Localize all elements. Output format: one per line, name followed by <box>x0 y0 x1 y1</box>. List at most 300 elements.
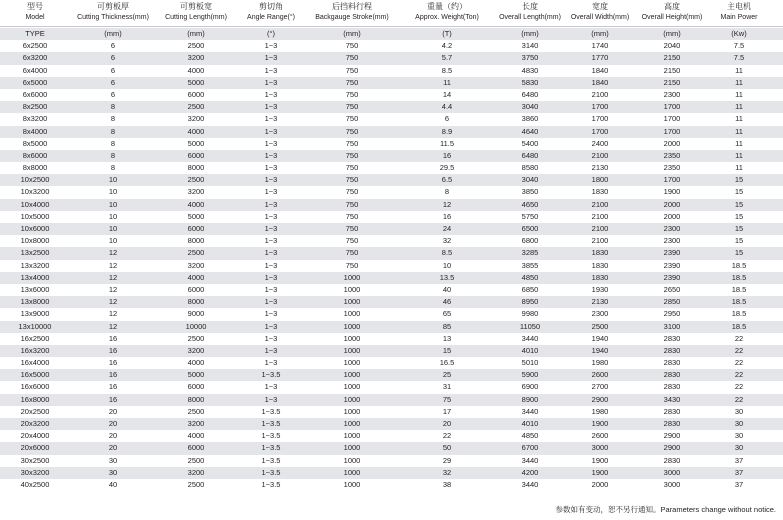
cell-approx-weight: 17 <box>442 406 452 416</box>
column-header-approx-weight <box>398 0 496 26</box>
cell-cutting-length: (mm) <box>187 29 205 38</box>
cell-backgauge-stroke: 750 <box>345 260 359 270</box>
cell-model: 13x10000 <box>18 321 52 331</box>
cell-cutting-thickness: 6 <box>110 77 116 87</box>
cell-cutting-thickness: 12 <box>108 248 118 258</box>
cell-overall-height: 2350 <box>663 163 681 173</box>
cell-main-power: 30 <box>734 431 744 441</box>
cell-angle-range: 1~3 <box>264 272 278 282</box>
cell-angle-range: 1~3 <box>264 284 278 294</box>
cell-backgauge-stroke: 750 <box>345 89 359 99</box>
cell-approx-weight: 32 <box>442 467 452 477</box>
cell-cutting-length: 4000 <box>187 199 205 209</box>
cell-cutting-thickness: 16 <box>108 358 118 368</box>
column-header-zh: 型号 <box>27 2 43 11</box>
cell-overall-width: 1980 <box>591 406 609 416</box>
cell-cutting-length: 2500 <box>187 248 205 258</box>
cell-overall-length: 3860 <box>521 114 539 124</box>
cell-overall-width: 2100 <box>591 199 609 209</box>
cell-overall-width: 1840 <box>591 77 609 87</box>
cell-overall-width: (mm) <box>591 29 609 38</box>
cell-overall-width: 1900 <box>591 419 609 428</box>
cell-overall-length: 9980 <box>521 309 539 319</box>
cell-cutting-length: 6000 <box>187 443 205 453</box>
cell-main-power: 37 <box>734 455 744 465</box>
cell-backgauge-stroke: 750 <box>345 126 359 136</box>
table-row <box>0 442 783 454</box>
cell-cutting-thickness: 6 <box>110 89 116 99</box>
cell-angle-range: 1~3 <box>264 260 278 270</box>
cell-overall-width: 1900 <box>591 467 609 477</box>
cell-overall-width: 2130 <box>591 163 609 173</box>
cell-overall-length: 6850 <box>521 284 539 294</box>
cell-backgauge-stroke: 750 <box>345 138 359 148</box>
cell-model: 10x6000 <box>20 224 50 233</box>
cell-cutting-length: 5000 <box>187 370 205 380</box>
cell-model: 8x5000 <box>22 138 48 148</box>
cell-cutting-length: 4000 <box>187 358 205 368</box>
cell-model: 16x8000 <box>20 394 50 404</box>
table-row <box>0 126 783 138</box>
cell-main-power: 15 <box>734 236 744 246</box>
column-header-main-power <box>708 0 770 26</box>
cell-main-power: 7.5 <box>733 53 745 63</box>
cell-overall-height: 2830 <box>663 406 681 416</box>
cell-overall-length: 8950 <box>521 297 539 307</box>
cell-backgauge-stroke: 1000 <box>343 358 361 368</box>
cell-angle-range: 1~3 <box>264 175 278 185</box>
cell-overall-width: 1800 <box>591 175 609 185</box>
cell-overall-length: 4850 <box>521 272 539 282</box>
cell-overall-width: 2000 <box>591 479 609 489</box>
cell-overall-height: 2900 <box>663 443 681 453</box>
cell-overall-length: 3040 <box>521 102 539 112</box>
cell-overall-length: 5010 <box>521 358 539 368</box>
cell-approx-weight: 8.5 <box>441 65 453 75</box>
cell-overall-height: 2390 <box>663 272 681 282</box>
cell-overall-length: 3855 <box>521 260 539 270</box>
cell-cutting-length: 5000 <box>187 211 205 221</box>
table-header <box>0 0 783 26</box>
column-header-zh: 后挡料行程 <box>332 2 372 11</box>
cell-cutting-thickness: 10 <box>108 199 118 209</box>
cell-overall-width: 1830 <box>591 260 609 270</box>
cell-backgauge-stroke: 1000 <box>343 272 361 282</box>
cell-overall-length: 11050 <box>519 321 541 331</box>
cell-cutting-length: 4000 <box>187 126 205 136</box>
column-header-zh: 长度 <box>522 2 538 11</box>
cell-cutting-thickness: 8 <box>110 126 116 136</box>
cell-model: 13x9000 <box>20 309 50 319</box>
cell-main-power: 22 <box>734 345 744 355</box>
cell-cutting-thickness: 40 <box>108 479 118 489</box>
cell-backgauge-stroke: 1000 <box>343 297 361 307</box>
cell-approx-weight: 85 <box>442 321 452 331</box>
cell-main-power: 18.5 <box>731 297 747 307</box>
cell-model: 20x6000 <box>20 443 50 453</box>
cell-overall-height: 3430 <box>663 394 681 404</box>
table-row <box>0 381 783 393</box>
cell-cutting-thickness: 30 <box>108 467 118 477</box>
cell-model: 13x6000 <box>20 284 50 294</box>
cell-main-power: 18.5 <box>731 321 747 331</box>
cell-cutting-thickness: 8 <box>110 150 116 160</box>
cell-cutting-length: 3200 <box>187 114 205 124</box>
cell-main-power: 15 <box>734 199 744 209</box>
cell-approx-weight: 12 <box>442 199 452 209</box>
table-row <box>0 418 783 430</box>
cell-overall-height: 1700 <box>663 126 681 136</box>
cell-cutting-length: 3200 <box>187 419 205 428</box>
cell-overall-length: 3140 <box>521 41 539 51</box>
cell-model: 6x2500 <box>22 41 48 51</box>
column-header-en: Cutting Thickness(mm) <box>77 14 149 21</box>
cell-overall-height: 2830 <box>663 382 681 392</box>
cell-main-power: 18.5 <box>731 309 747 319</box>
cell-model: 20x4000 <box>20 431 50 441</box>
cell-overall-width: 1700 <box>591 114 609 124</box>
column-header-model <box>0 0 70 26</box>
cell-angle-range: 1~3 <box>264 236 278 246</box>
cell-model: TYPE <box>25 29 45 38</box>
cell-overall-width: 1830 <box>591 272 609 282</box>
cell-cutting-thickness: 16 <box>108 370 118 380</box>
cell-approx-weight: 50 <box>442 443 452 453</box>
cell-model: 20x2500 <box>20 406 50 416</box>
cell-overall-height: 2150 <box>663 53 681 63</box>
cell-angle-range: 1~3 <box>264 163 278 173</box>
cell-overall-height: 2300 <box>663 224 681 233</box>
cell-overall-width: 2100 <box>591 224 609 233</box>
cell-backgauge-stroke: 1000 <box>343 443 361 453</box>
table-row <box>0 186 783 198</box>
cell-approx-weight: 13.5 <box>439 272 455 282</box>
cell-angle-range: 1~3 <box>264 309 278 319</box>
cell-cutting-thickness: 12 <box>108 272 118 282</box>
cell-overall-height: 1700 <box>663 102 681 112</box>
cell-overall-height: 2830 <box>663 370 681 380</box>
cell-cutting-thickness: 10 <box>108 187 118 197</box>
cell-overall-width: 1700 <box>591 126 609 136</box>
cell-cutting-length: 4000 <box>187 272 205 282</box>
cell-overall-length: 4650 <box>521 199 539 209</box>
column-header-zh: 重量（约） <box>427 2 467 11</box>
cell-approx-weight: 11.5 <box>439 138 455 148</box>
cell-backgauge-stroke: 1000 <box>343 479 361 489</box>
cell-cutting-thickness: 16 <box>108 394 118 404</box>
cell-backgauge-stroke: 1000 <box>343 406 361 416</box>
cell-backgauge-stroke: 750 <box>345 53 359 63</box>
table-row <box>0 369 783 381</box>
table-row <box>0 211 783 223</box>
cell-overall-height: 2950 <box>663 309 681 319</box>
table-row <box>0 455 783 467</box>
cell-cutting-thickness: 12 <box>108 297 118 307</box>
cell-cutting-thickness: 12 <box>108 284 118 294</box>
cell-main-power: 11 <box>735 150 743 160</box>
cell-cutting-length: 6000 <box>187 224 205 233</box>
cell-overall-height: 2390 <box>663 248 681 258</box>
table-row <box>0 430 783 442</box>
cell-overall-length: 6700 <box>521 443 539 453</box>
cell-approx-weight: 75 <box>442 394 452 404</box>
cell-backgauge-stroke: 750 <box>345 236 359 246</box>
cell-backgauge-stroke: 1000 <box>343 455 361 465</box>
table-row <box>0 308 783 320</box>
cell-angle-range: 1~3 <box>264 297 278 307</box>
cell-overall-width: 1940 <box>591 345 609 355</box>
cell-approx-weight: 31 <box>442 382 452 392</box>
cell-main-power: 22 <box>734 382 744 392</box>
cell-cutting-thickness: 8 <box>110 163 116 173</box>
cell-overall-height: 2650 <box>663 284 681 294</box>
cell-model: 8x2500 <box>22 102 48 112</box>
cell-backgauge-stroke: 1000 <box>343 370 361 380</box>
cell-overall-width: 1980 <box>591 358 609 368</box>
column-header-cutting-thickness <box>70 0 156 26</box>
cell-approx-weight: 15 <box>442 345 452 355</box>
cell-cutting-length: 8000 <box>187 163 205 173</box>
cell-overall-width: 2100 <box>591 211 609 221</box>
cell-overall-height: 2350 <box>663 150 681 160</box>
column-header-zh: 主电机 <box>727 2 751 11</box>
cell-cutting-length: 10000 <box>185 321 207 331</box>
cell-overall-height: 2150 <box>663 65 681 75</box>
cell-overall-height: 3000 <box>663 467 681 477</box>
cell-overall-height: 2830 <box>663 345 681 355</box>
table-row <box>0 406 783 418</box>
cell-angle-range: 1~3 <box>264 150 278 160</box>
cell-overall-width: 1900 <box>591 455 609 465</box>
column-header-overall-length <box>496 0 564 26</box>
cell-cutting-thickness: 6 <box>110 65 116 75</box>
table-row <box>0 40 783 52</box>
cell-main-power: 22 <box>734 333 744 343</box>
cell-main-power: 37 <box>734 467 744 477</box>
cell-overall-height: 3100 <box>663 321 681 331</box>
cell-backgauge-stroke: 750 <box>345 248 359 258</box>
cell-angle-range: 1~3 <box>264 126 278 136</box>
cell-approx-weight: 13 <box>442 333 452 343</box>
cell-overall-length: 8900 <box>521 394 539 404</box>
cell-angle-range: 1~3.5 <box>261 419 281 428</box>
cell-cutting-thickness: 16 <box>108 333 118 343</box>
cell-main-power: 37 <box>734 479 744 489</box>
cell-angle-range: 1~3 <box>264 224 278 233</box>
cell-main-power: 11 <box>735 77 743 87</box>
cell-overall-width: 2130 <box>591 297 609 307</box>
table-row <box>0 150 783 162</box>
cell-cutting-thickness: 30 <box>108 455 118 465</box>
cell-overall-length: 8580 <box>521 163 539 173</box>
cell-overall-width: 1930 <box>591 284 609 294</box>
table-row <box>0 65 783 77</box>
cell-overall-width: 2300 <box>591 309 609 319</box>
cell-overall-height: 1900 <box>663 187 681 197</box>
column-header-en: Model <box>25 14 45 21</box>
table-row <box>0 272 783 284</box>
cell-overall-height: 2040 <box>663 41 681 51</box>
table-row <box>0 199 783 211</box>
cell-overall-length: 4200 <box>521 467 539 477</box>
cell-overall-length: 4850 <box>521 431 539 441</box>
cell-cutting-length: 2500 <box>187 41 205 51</box>
cell-approx-weight: 16 <box>442 211 452 221</box>
cell-main-power: 18.5 <box>731 284 747 294</box>
cell-cutting-thickness: 12 <box>108 309 118 319</box>
cell-model: 16x5000 <box>20 370 50 380</box>
cell-model: 8x4000 <box>22 126 48 136</box>
cell-overall-length: 3040 <box>521 175 539 185</box>
cell-angle-range: 1~3 <box>264 41 278 51</box>
cell-backgauge-stroke: 750 <box>345 199 359 209</box>
cell-cutting-thickness: 6 <box>110 53 116 63</box>
cell-overall-width: 2500 <box>591 321 609 331</box>
cell-backgauge-stroke: 750 <box>345 114 359 124</box>
cell-overall-width: 1740 <box>591 41 609 51</box>
cell-overall-height: 2830 <box>663 333 681 343</box>
cell-model: 10x8000 <box>20 236 50 246</box>
cell-model: 8x8000 <box>22 163 48 173</box>
cell-angle-range: 1~3 <box>264 394 278 404</box>
cell-cutting-length: 4000 <box>187 65 205 75</box>
cell-cutting-length: 2500 <box>187 479 205 489</box>
cell-overall-length: 4010 <box>521 345 539 355</box>
cell-approx-weight: 38 <box>442 479 452 489</box>
cell-angle-range: 1~3 <box>264 89 278 99</box>
cell-cutting-length: 2500 <box>187 455 205 465</box>
cell-overall-height: 3000 <box>663 479 681 489</box>
cell-overall-length: 3440 <box>521 479 539 489</box>
cell-model: 8x6000 <box>22 150 48 160</box>
cell-main-power: 11 <box>735 126 743 136</box>
cell-approx-weight: 8 <box>444 187 450 197</box>
cell-approx-weight: (T) <box>442 29 452 38</box>
cell-overall-width: 1700 <box>591 102 609 112</box>
cell-main-power: 15 <box>734 175 744 185</box>
cell-overall-length: 5750 <box>521 211 539 221</box>
cell-cutting-thickness: 8 <box>110 114 116 124</box>
cell-approx-weight: 22 <box>442 431 452 441</box>
cell-main-power: 11 <box>735 114 743 124</box>
cell-backgauge-stroke: 1000 <box>343 431 361 441</box>
cell-overall-width: 2100 <box>591 89 609 99</box>
cell-model: 30x3200 <box>20 467 50 477</box>
cell-backgauge-stroke: 750 <box>345 77 359 87</box>
cell-cutting-thickness: 8 <box>110 102 116 112</box>
cell-overall-length: 5400 <box>521 138 539 148</box>
cell-cutting-length: 3200 <box>187 345 205 355</box>
cell-model: 10x3200 <box>20 187 50 197</box>
cell-approx-weight: 25 <box>442 370 452 380</box>
column-header-zh: 剪切角 <box>259 2 283 11</box>
table-row <box>0 247 783 259</box>
cell-overall-length: 4640 <box>521 126 539 136</box>
cell-angle-range: (°) <box>267 29 275 38</box>
cell-main-power: 7.5 <box>733 41 745 51</box>
cell-cutting-length: 9000 <box>187 309 205 319</box>
cell-model: 16x4000 <box>20 358 50 368</box>
column-header-en: Overall Width(mm) <box>570 14 630 21</box>
cell-overall-width: 2600 <box>591 431 609 441</box>
cell-overall-length: 5900 <box>521 370 539 380</box>
cell-approx-weight: 24 <box>442 224 452 233</box>
cell-cutting-thickness: 10 <box>108 211 118 221</box>
cell-model: 8x3200 <box>22 114 48 124</box>
cell-overall-length: 3440 <box>521 406 539 416</box>
cell-model: 30x2500 <box>20 455 50 465</box>
cell-angle-range: 1~3 <box>264 358 278 368</box>
cell-angle-range: 1~3 <box>264 187 278 197</box>
cell-model: 13x3200 <box>20 260 50 270</box>
cell-angle-range: 1~3 <box>264 114 278 124</box>
cell-overall-height: 2150 <box>663 77 681 87</box>
cell-overall-height: 1700 <box>663 175 681 185</box>
cell-overall-width: 1840 <box>591 65 609 75</box>
cell-overall-width: 1770 <box>591 53 609 63</box>
cell-main-power: 11 <box>735 138 743 148</box>
column-header-zh: 可剪板厚 <box>97 2 129 11</box>
cell-overall-height: 2390 <box>663 260 681 270</box>
header-divider <box>0 26 783 27</box>
cell-angle-range: 1~3 <box>264 53 278 63</box>
cell-cutting-length: 2500 <box>187 406 205 416</box>
cell-overall-height: 2850 <box>663 297 681 307</box>
cell-overall-width: 1830 <box>591 187 609 197</box>
cell-approx-weight: 4.2 <box>441 41 453 51</box>
cell-cutting-length: 6000 <box>187 89 205 99</box>
cell-cutting-length: 8000 <box>187 297 205 307</box>
table-row <box>0 321 783 333</box>
cell-angle-range: 1~3 <box>264 199 278 209</box>
cell-overall-length: 5830 <box>521 77 539 87</box>
column-header-en: Overall Length(mm) <box>499 14 561 21</box>
cell-cutting-length: 2500 <box>187 333 205 343</box>
table-row <box>0 113 783 125</box>
column-header-zh: 宽度 <box>592 2 608 11</box>
cell-main-power: 22 <box>734 370 744 380</box>
column-header-en: Cutting Length(mm) <box>165 14 227 21</box>
table-row <box>0 101 783 113</box>
cell-overall-length: 3440 <box>521 333 539 343</box>
cell-approx-weight: 14 <box>442 89 452 99</box>
cell-cutting-thickness: 8 <box>110 138 116 148</box>
cell-overall-length: 6480 <box>521 150 539 160</box>
cell-main-power: 22 <box>734 358 744 368</box>
cell-angle-range: 1~3 <box>264 138 278 148</box>
column-header-en: Main Power <box>720 14 758 21</box>
column-header-cutting-length <box>156 0 236 26</box>
table-row <box>0 467 783 479</box>
cell-approx-weight: 32 <box>442 236 452 246</box>
cell-angle-range: 1~3 <box>264 102 278 112</box>
cell-cutting-length: 3200 <box>187 187 205 197</box>
table-row <box>0 296 783 308</box>
cell-overall-height: 1700 <box>663 114 681 124</box>
cell-angle-range: 1~3 <box>264 65 278 75</box>
column-header-en: Overall Height(mm) <box>641 14 703 21</box>
cell-approx-weight: 6.5 <box>441 175 453 185</box>
table-row <box>0 345 783 357</box>
column-header-en: Backgauge Stroke(mm) <box>315 14 389 21</box>
cell-main-power: 30 <box>734 443 744 453</box>
cell-approx-weight: 16.5 <box>439 358 455 368</box>
table-row <box>0 138 783 150</box>
cell-angle-range: 1~3 <box>264 382 278 392</box>
cell-angle-range: 1~3.5 <box>261 431 281 441</box>
cell-cutting-length: 3200 <box>187 260 205 270</box>
cell-main-power: 15 <box>734 248 744 258</box>
